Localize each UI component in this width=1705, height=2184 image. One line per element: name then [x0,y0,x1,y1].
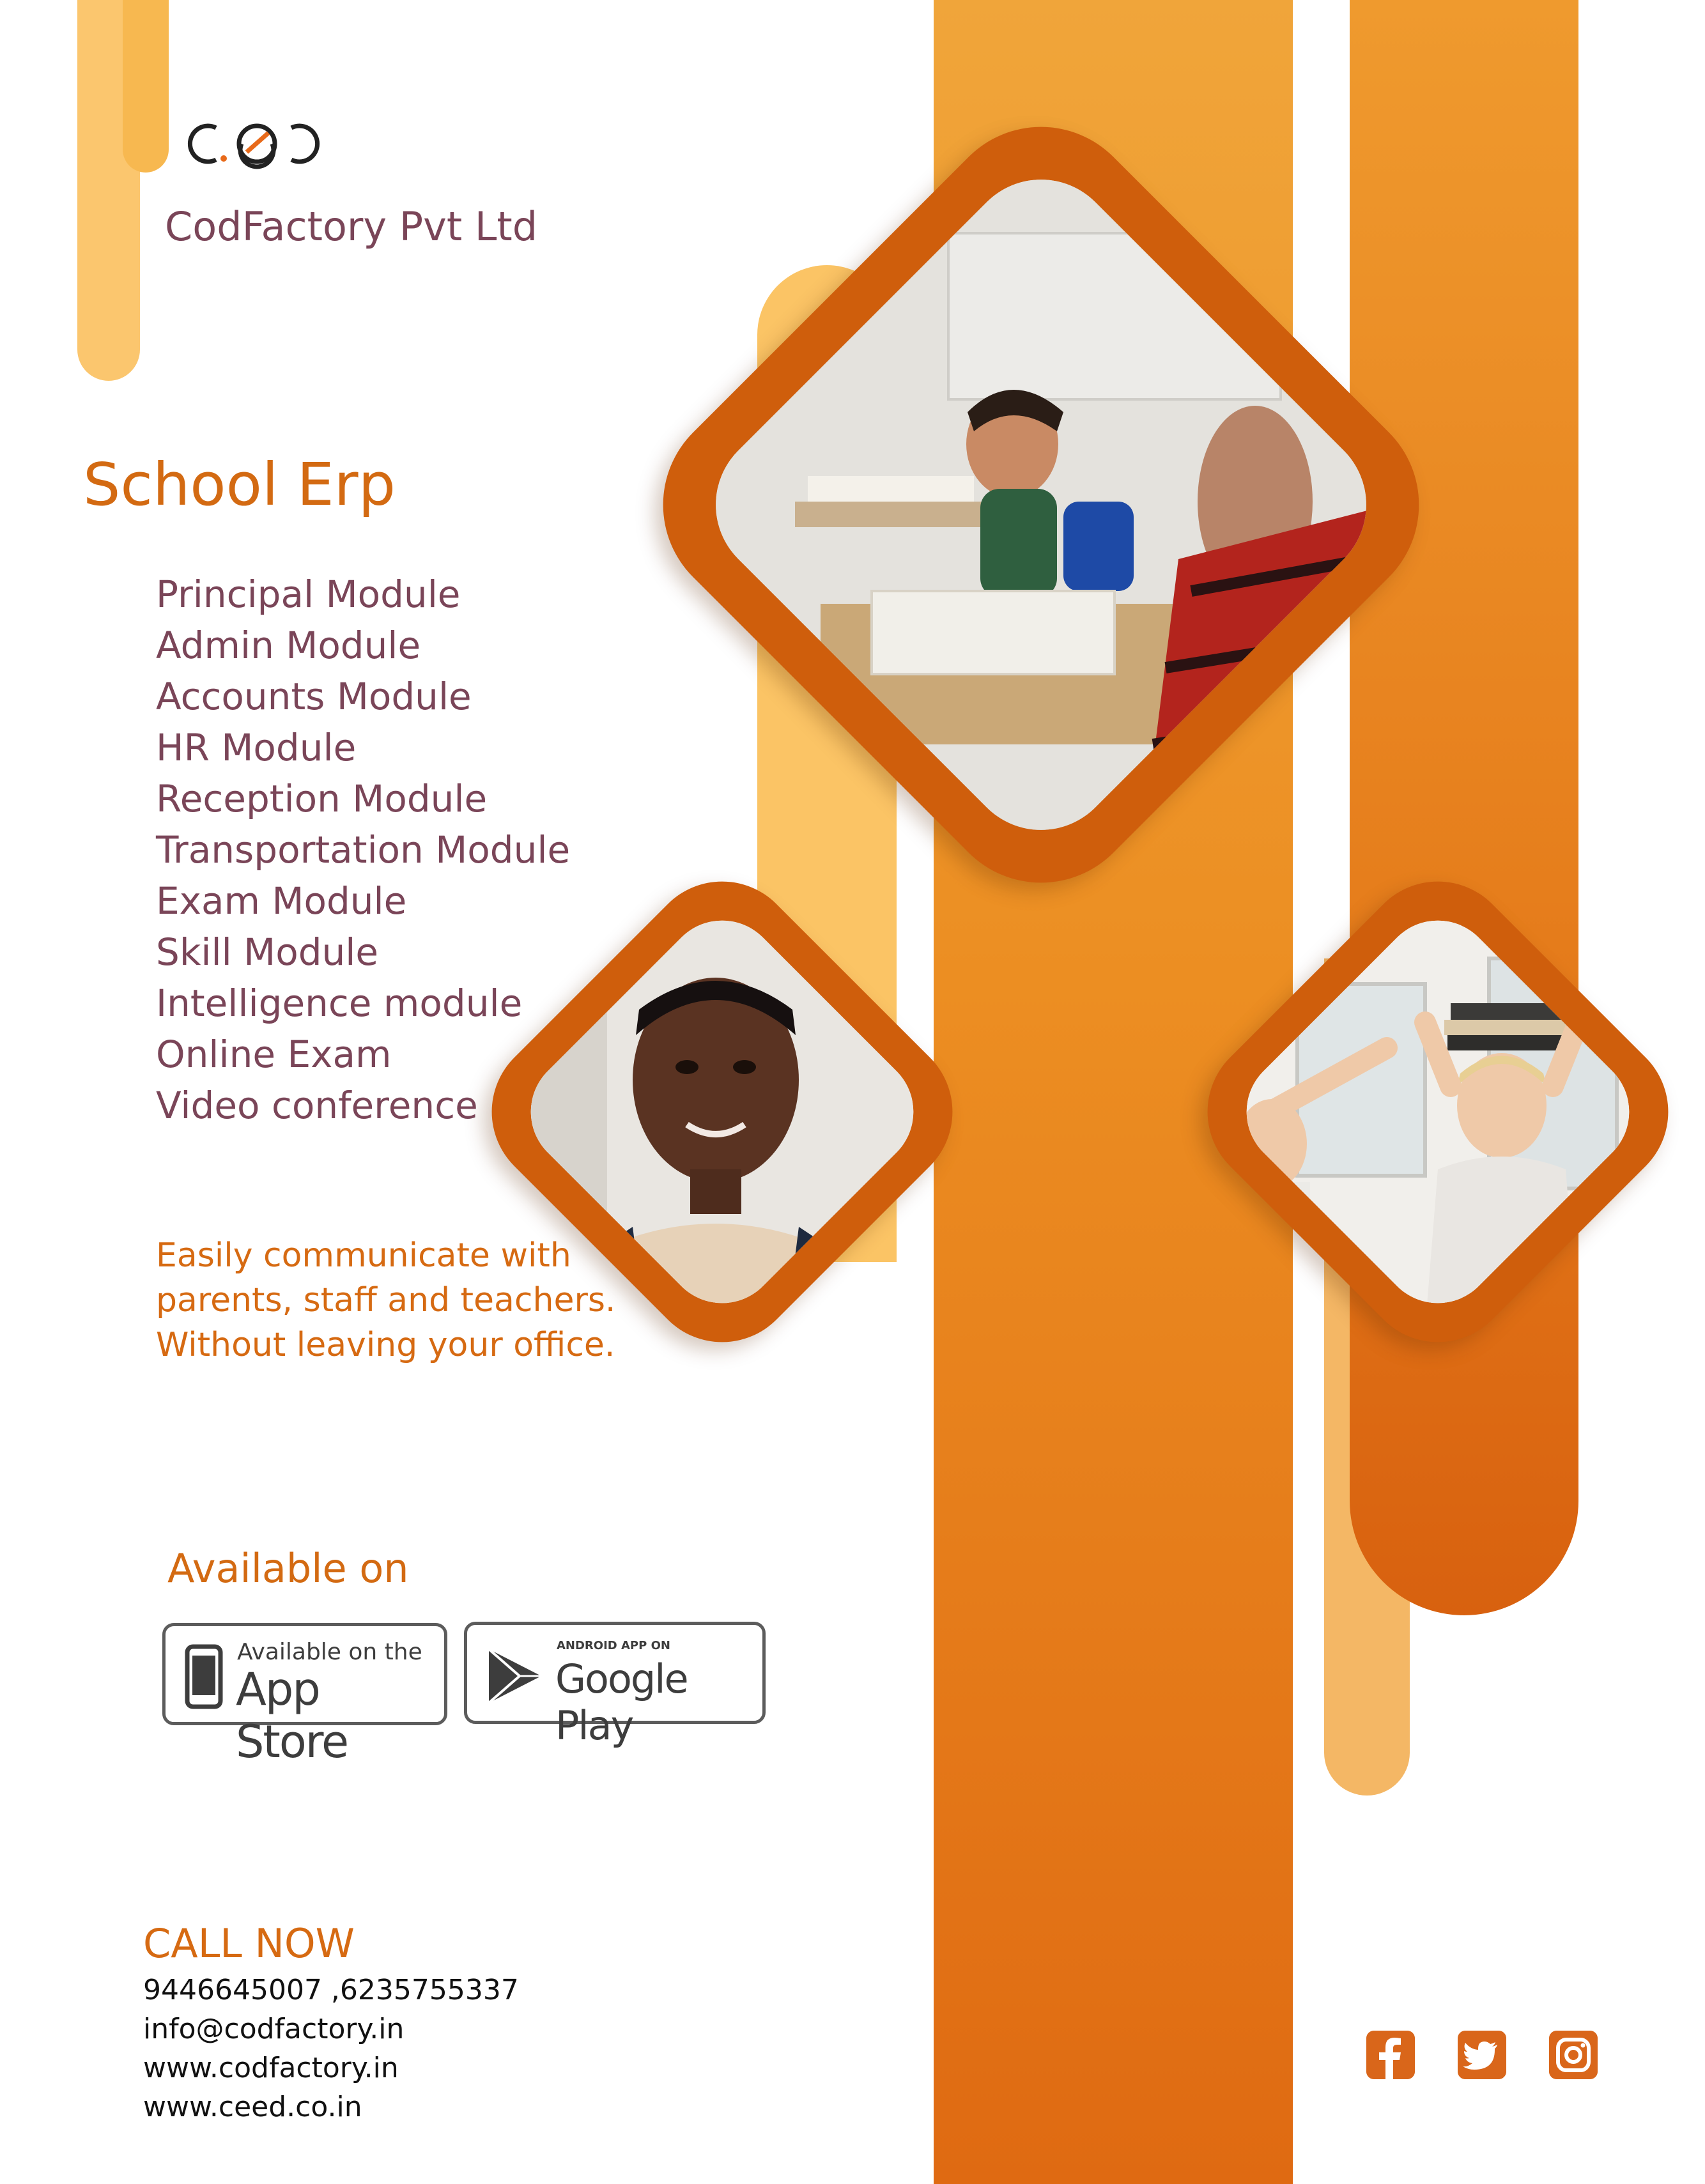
decor-bar-top-left-thin [123,0,169,173]
module-item: Reception Module [156,777,488,820]
call-now-heading: CALL NOW [143,1920,355,1967]
tagline: Easily communicate with parents, staff and teachers. Without leaving your office. [156,1236,616,1364]
module-item: Admin Module [156,624,421,667]
module-list [156,569,570,1131]
module-item: Intelligence module [156,981,523,1025]
module-item: Video conference [156,1084,478,1127]
module-item: Skill Module [156,930,379,974]
app-store-button[interactable] [162,1623,447,1768]
classroom-photo-frame [621,84,1461,925]
facebook-icon[interactable] [1366,2031,1415,2079]
google-play-small-text: ANDROID APP ON [557,1639,670,1652]
twitter-icon[interactable] [1458,2031,1506,2079]
phone-icon [185,1644,223,1709]
app-store-big-text: App Store [236,1663,348,1768]
module-item: Exam Module [156,879,407,923]
decor-bar-right [1350,0,1578,1615]
instagram-icon[interactable] [1549,2031,1598,2079]
ceed-logo [185,115,326,173]
module-item: Transportation Module [156,828,571,872]
website-link[interactable]: www.codfactory.in [143,2052,399,2084]
google-play-big-text: Google Play [555,1656,688,1749]
app-store-small-text: Available on the [237,1639,422,1665]
product-title: School Erp [83,450,396,519]
website-link[interactable]: www.ceed.co.in [143,2091,362,2123]
module-item: Accounts Module [156,675,472,718]
contact-details [143,1971,519,2126]
module-item: Online Exam [156,1033,392,1076]
play-triangle-icon [484,1645,545,1707]
email-link[interactable]: info@codfactory.in [143,2013,405,2045]
module-item: Principal Module [156,573,461,616]
google-play-button[interactable] [464,1622,766,1749]
module-item: HR Module [156,726,357,769]
available-on-label: Available on [167,1545,409,1592]
company-name: CodFactory Pvt Ltd [165,203,538,250]
phone-numbers: 9446645007 ,6235755337 [143,1974,519,2006]
